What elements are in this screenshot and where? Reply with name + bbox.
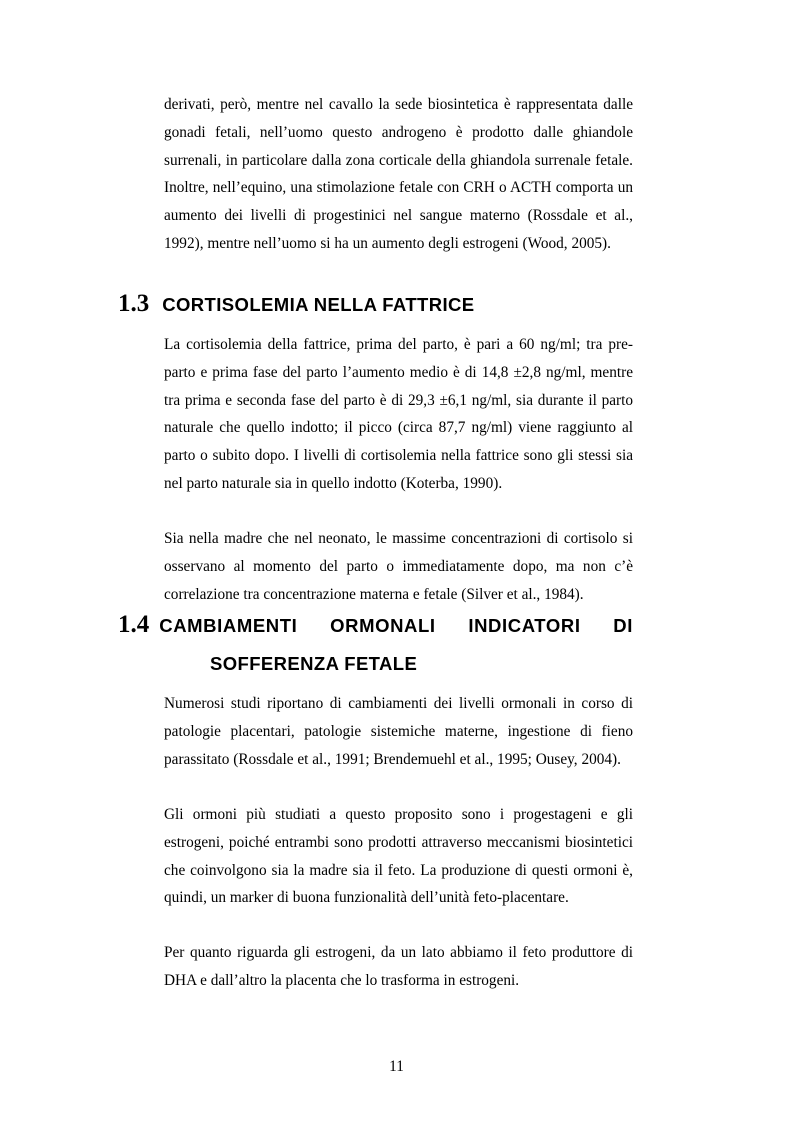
- page-number: 11: [389, 1058, 404, 1075]
- title-word: CAMBIAMENTI: [159, 615, 298, 636]
- section-title-line-2: SOFFERENZA FETALE: [210, 653, 418, 674]
- section-title-words: [159, 615, 633, 637]
- section-heading-1-4: [118, 611, 633, 675]
- paragraph-ormonali-2: Gli ormoni più studiati a questo proposito sono i progestageni e gli estrogeni, poiché entrambi sono prodotti attraverso meccanismi biosintetici che coinvolgono sia la madre sia il feto. La produzione di questi ormoni è, quindi, un marker di buona funzionalità dell’unità feto-placentare.: [164, 806, 633, 907]
- paragraph-ormonali-3: Per quanto riguarda gli estrogeni, da un lato abbiamo il feto produttore di DHA e dall’altro la placenta che lo trasforma in estrogeni.: [164, 944, 633, 989]
- paragraph-cortisolemia-2: Sia nella madre che nel neonato, le massime concentrazioni di cortisolo si osservano al momento del parto o immediatamente dopo, ma non c’è correlazione tra concentrazione materna e fetale (Silver et al., 1984).: [164, 530, 633, 603]
- title-word: ORMONALI: [330, 615, 436, 636]
- paragraph-cortisolemia-1: La cortisolemia della fattrice, prima del parto, è pari a 60 ng/ml; tra pre-parto e prima fase del parto l’aumento medio è di 14,8 ±2,8 ng/ml, mentre tra prima e seconda fase del parto è di 29,3 ±6,1 ng/ml, sia durante il parto naturale che quello indotto; il picco (circa 87,7 ng/ml) viene raggiunto al parto o subito dopo. I livelli di cortisolemia nella fattrice sono gli stessi sia nel parto naturale sia in quello indotto (Koterba, 1990).: [164, 336, 633, 492]
- intro-paragraph: derivati, però, mentre nel cavallo la sede biosintetica è rappresentata dalle gonadi fetali, nell’uomo questo androgeno è prodotto dalle ghiandole surrenali, in particolare dalla zona corticale della ghiandola surrenale fetale. Inoltre, nell’equino, una stimolazione fetale con CRH o ACTH comporta un aumento dei livelli di progestinici nel sangue materno (Rossdale et al., 1992), mentre nell’uomo si ha un aumento degli estrogeni (Wood, 2005).: [164, 96, 633, 252]
- title-word: INDICATORI: [468, 615, 581, 636]
- section-title-line-1: [118, 611, 633, 639]
- paragraph-ormonali-1: Numerosi studi riportano di cambiamenti dei livelli ormonali in corso di patologie placentari, patologie sistemiche materne, ingestione di fieno parassitato (Rossdale et al., 1991; Brendemuehl et al., 1995; Ousey, 2004).: [164, 695, 633, 768]
- section-number: 1.4: [118, 611, 150, 638]
- section-number: 1.3: [118, 290, 150, 317]
- section-title: CORTISOLEMIA NELLA FATTRICE: [162, 294, 475, 315]
- section-heading-1-3: [118, 290, 475, 318]
- title-word: DI: [613, 615, 633, 636]
